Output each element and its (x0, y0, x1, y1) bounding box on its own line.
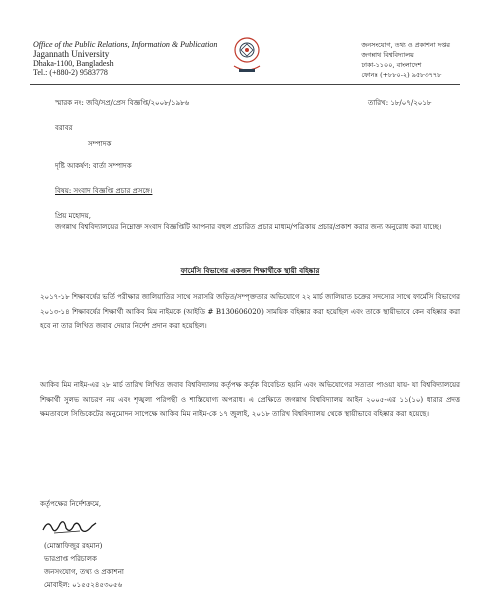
paragraph-2: আকিব মিম নাইম-এর ২৮ মার্চ তারিখ লিখিত জবাব বিশ্ববিদ্যালয় কর্তৃপক্ষ কর্তৃক বিবেচিত হয়নি এবং অভিযোগের সত্যতা পাওয়া যায়- যা বিশ্ববিদ্যালয়ের শিক্ষার্থী সুলভ আচরণ নয় এবং শৃঙ্খলা পরিপন্থী ও শাস্তিযোগ্য অপরাধ। এ প্রেক্ষিতে জগন্নাথ বিশ্ববিদ্যালয় আইন ২০০৫-এর ১১(১০) ধারার প্রদত্ত ক্ষমতাবলে সিন্ডিকেটের অনুমোদন সাপেক্ষে আকিব মিম নাইম-কে ১৭ জুলাই, ২০১৮ তারিখ বিশ্ববিদ্যালয় থেকে স্থায়ীভাবে বহিষ্কার করা হয়েছে। (40, 381, 460, 418)
paragraph-1: ২০১৭-১৮ শিক্ষাবর্ষের ভর্তি পরীক্ষার জালিয়াতির সাথে সরাসরি জড়িত/সম্পৃক্ততার অভিযোগে ২২ মার্চ জালিয়াত চক্রের সদস্যের সাথে ফার্মেসি বিভাগের ২০১৩-১৪ শিক্ষাবর্ষের শিক্ষার্থী আকিব মিম নাইমকে (আইডি # B130606020) সাময়িক বহিষ্কার করা হয়েছিল এবং তাকে স্থায়ীভাবে কেন বহিষ্কার করা হবে না তার লিখিত জবাব দেয়ার নির্দেশ প্রদান করা হয়েছিল। (40, 293, 460, 330)
signatory-mobile: মোবাইল: ০১৫৫২৪৫৩০৫৬ (44, 581, 123, 589)
recipient: সম্পাদক (88, 140, 112, 148)
salutation: প্রিয় মহোদয়, (55, 212, 92, 220)
to-label: বরাবর (55, 124, 73, 132)
bengali-letterhead (361, 40, 450, 80)
university-logo-icon (228, 34, 266, 78)
office-name-english: Office of the Public Relations, Information & Publication (33, 40, 218, 49)
header-divider (30, 84, 460, 85)
subject-line: বিষয়: সংবাদ বিজ্ঞপ্তি প্রচার প্রসঙ্গে। (55, 187, 153, 195)
attention-line: দৃষ্টি আকর্ষণ: বার্তা সম্পাদক (55, 162, 132, 170)
signatory-name: (মোস্তাফিজুর রহমান) (44, 542, 103, 550)
office-name-bengali: জনসংযোগ, তথ্য ও প্রকাশনা দপ্তর (361, 41, 450, 49)
news-heading: ফার্মেসি বিভাগের একজন শিক্ষার্থীকে স্থায়ী বহিষ্কার (180, 266, 320, 275)
english-letterhead (33, 40, 217, 77)
address-bengali: ঢাকা-১১০০, বাংলাদেশ (361, 61, 422, 69)
intro-paragraph: জগন্নাথ বিশ্ববিদ্যালয়ের নিম্নোক্ত সংবাদ বিজ্ঞপ্তিটি আপনার বহুল প্রচারিত প্রচার মাধ্যম/পত্রিকায় প্রচার/প্রকাশ করার জন্য অনুরোধ করা যাচ্ছে। (55, 223, 442, 231)
phone-bengali: ফোনঃ (+৮৮০-২) ৯৫৮৩৭৭৮ (361, 71, 442, 79)
signatory-department: জনসংযোগ, তথ্য ও প্রকাশনা (44, 568, 124, 576)
memo-number: স্মারক নং: জবি/সপ্র/প্রেস বিজ্ঞপ্তি/২০০৮/১৯৮৬ (55, 99, 190, 107)
signature-icon (40, 516, 100, 538)
signatory-title: ভারপ্রাপ্ত পরিচালক (44, 555, 97, 563)
letter-date: তারিখ: ১৮/০৭/২০১৮ (368, 99, 432, 107)
university-name-english: Jagannath University (33, 49, 110, 59)
phone-english: Tel.: (+880-2) 9583778 (33, 68, 108, 77)
closing-line: কর্তৃপক্ষের নির্দেশক্রমে, (40, 500, 102, 508)
address-english: Dhaka-1100, Bangladesh (33, 59, 114, 68)
university-name-bengali: জগন্নাথ বিশ্ববিদ্যালয় (361, 51, 414, 59)
